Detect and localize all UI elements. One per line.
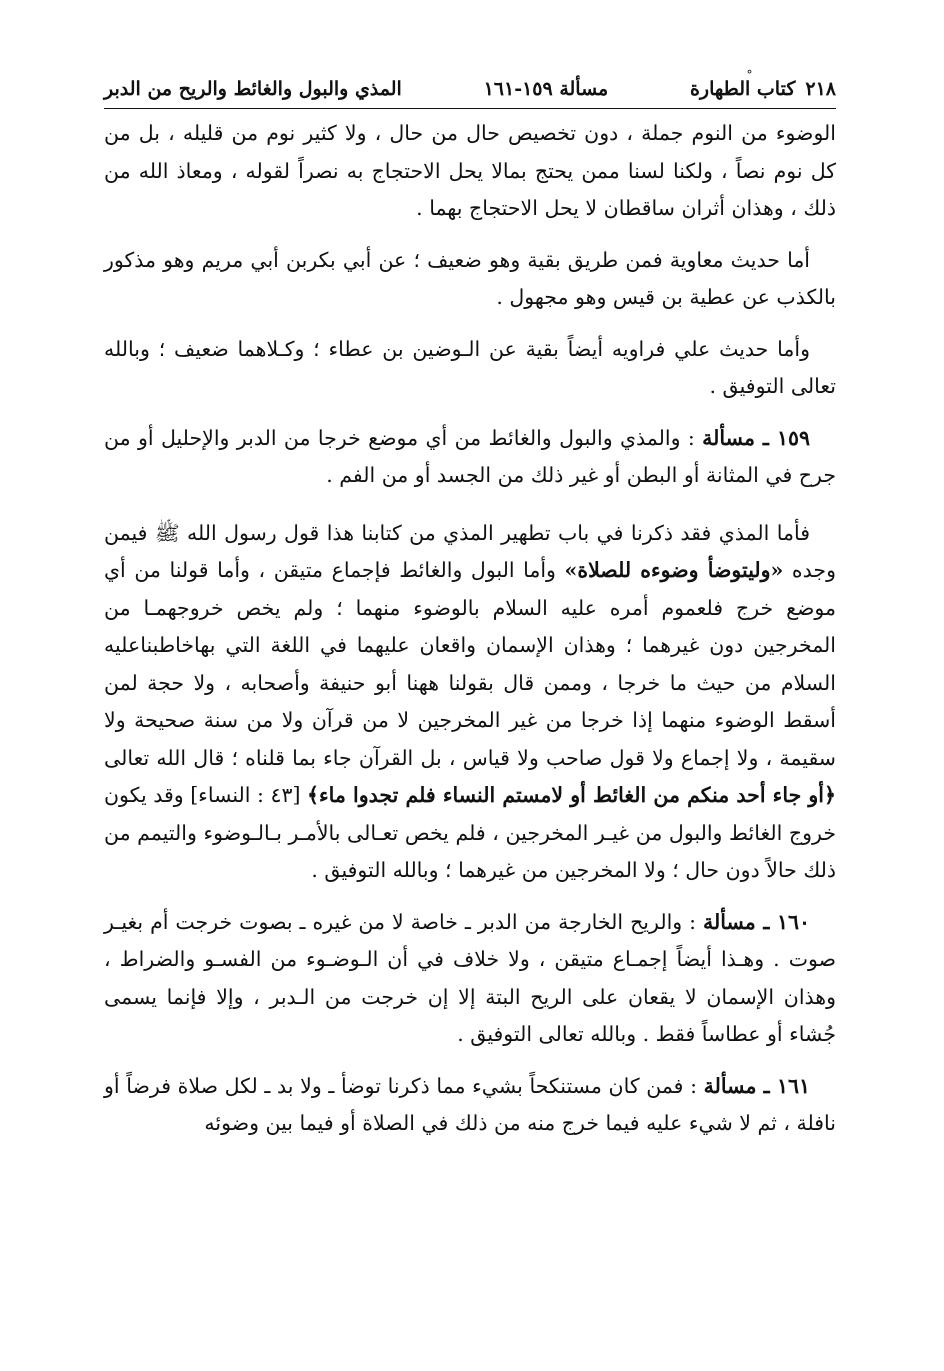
quran-ayah: ﴿أو جاء أحد منكم من الغائط أو لامستم النساء فلم تجدوا ماء﴾	[307, 783, 836, 807]
paragraph-issue-160	[104, 904, 836, 1054]
page-number: ٢١٨	[805, 78, 836, 100]
paragraph-1: الوضوء من النوم جملة ، دون تخصيص حال من حال ، ولا كثير نوم من قليله ، بل من كل نوم نصاً ، ولكنا لسنا ممن يحتج بمالا يحل الاحتجاج به نصراً لقوله ، ومعاذ الله من ذلك ، وهذان أثران ساقطان لا يحل الاحتجاج بهما .	[104, 121, 836, 220]
page-body	[104, 115, 836, 1143]
paragraph-5	[104, 515, 836, 890]
paragraph-2: أما حديث معاوية فمن طريق بقية وهو ضعيف ؛ عن أبي بكربن أبي مريم وهو مذكور بالكذب عن عطية بن قيس وهو مجهول .	[104, 247, 836, 309]
para5-part-c: [٤٣ : النساء] وقد يكون خروج الغائط والبول من غيـر المخرجين ، فلم يخص تعـالى بالأمـر بـالـوضوء والتيمم من ذلك حالاً دون حال ؛ ولا المخرجين من غيرهما ؛ وبالله التوفيق .	[104, 783, 836, 882]
hadith-quote: «وليتوضأ وضوءه للصلاة»	[564, 558, 784, 582]
issue-159-text: : والمذي والبول والغائط من أي موضع خرجا من الدبر والإحليل أو من جرح في المثانة أو البطن أو غير ذلك من الجسد أو من الفم .	[104, 425, 836, 487]
issue-range: مسألة ١٥٩-١٦١	[483, 78, 609, 100]
issue-161-text: : فمن كان مستنكحاً بشيء مما ذكرنا توضأ ـ ولا بد ـ لكل صلاة فرضاً أو نافلة ، ثم لا شيء عليه فيما خرج منه من ذلك في الصلاة أو فيما بين وضوئه	[104, 1073, 836, 1135]
issue-161-number: ١٦١ ـ مسألة	[703, 1073, 810, 1098]
book-title: كتاب الطهارة	[689, 78, 796, 100]
paragraph-3: وأما حديث علي فراويه أيضاً بقية عن الـوضين بن عطاء ؛ وكـلاهما ضعيف ؛ وبالله تعالى التوفيق .	[104, 336, 836, 398]
paragraph-issue-159	[104, 420, 836, 495]
para5-part-a: فأما المذي فقد ذكرنا في باب تطهير المذي من كتابنا هذا قول رسول الله ﷺ فيمن وجده	[104, 520, 837, 582]
issue-160-number: ١٦٠ ـ مسألة	[703, 909, 810, 934]
issue-160-text: : والريح الخارجة من الدبر ـ خاصة لا من غيره ـ بصوت خرجت أم بغيـر صوت . وهـذا أيضاً إجمـاع متيقن ، ولا خلاف في أن الـوضـوء من الفسـو والضراط ، وهذان الإسمان لا يقعان على الريح البتة إلا إن خرجت من الـدبر ، وإلا فإنما يسمى جُشاء أو عطاساً فقط . وبالله تعالى التوفيق .	[104, 909, 836, 1046]
para5-part-b: وأما البول والغائط فإجماع متيقن ، وأما قولنا من أي موضع خرج فلعموم أمره عليه السلام بالوضوء منهما ؛ ولم يخص خروجهمـا من المخرجين دون غيرهما ؛ وهذان الإسمان واقعان عليهما في اللغة التي بهاخاطبناعليه السلام من حيث ما خرجا ، وممن قال بقولنا ههنا أبو حنيفة وأصحابه ، ولا حجة لمن أسقط الوضوء منهما إذا خرجا من غير المخرجين لا من قرآن ولا من سنة صحيحة ولا سقيمة ، ولا إجماع ولا قول صاحب ولا قياس ، بل القرآن جاء بما قلناه ؛ قال الله تعالى	[104, 558, 836, 770]
running-header	[104, 78, 836, 109]
issue-159-number: ١٥٩ ـ مسألة	[702, 425, 810, 450]
chapter-topic: المذي والبول والغائط والريح من الدبر	[104, 78, 402, 100]
paragraph-issue-161	[104, 1068, 836, 1143]
